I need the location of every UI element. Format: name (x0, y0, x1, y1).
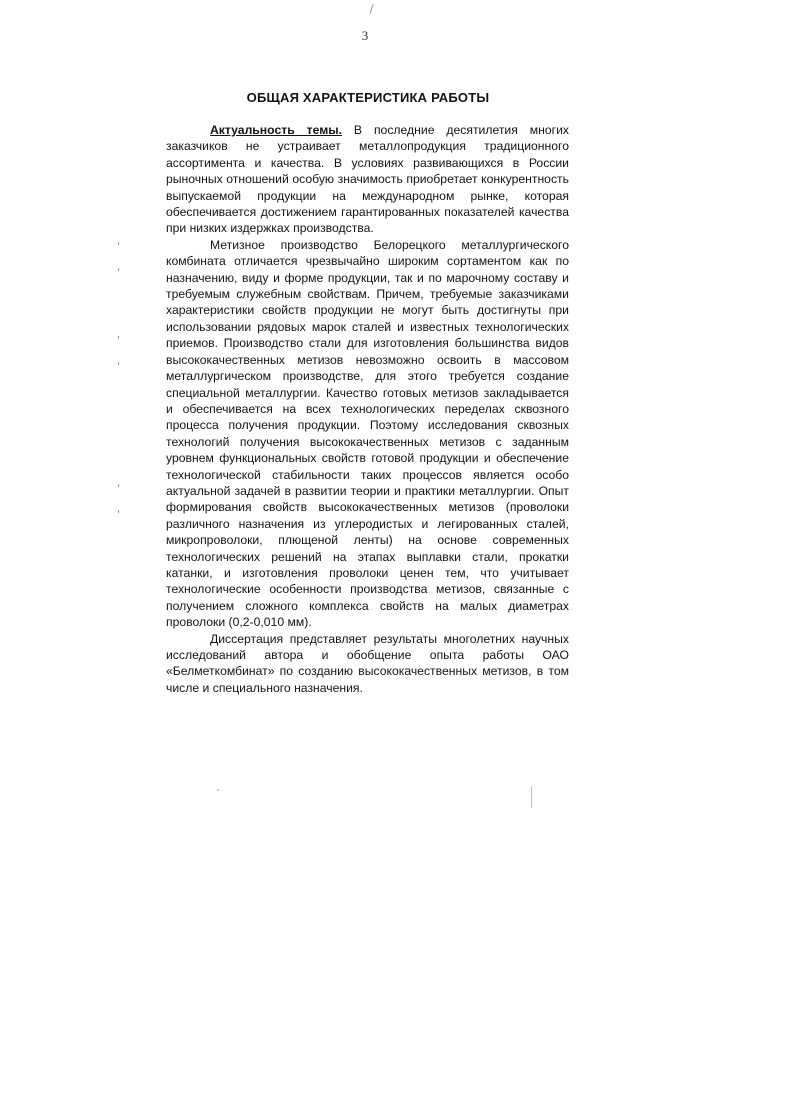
page-number: 3 (361, 28, 369, 43)
scan-artifact (118, 362, 119, 365)
scan-artifact (531, 786, 532, 808)
scan-artifact (118, 336, 119, 339)
body-text (166, 122, 569, 696)
paragraph-text: В последние десятилетия многих заказчиков не устраивает металлопродукция традиционного ассортимента и качества. В условиях развивающихся в России рыночных отношений особую значимость приобретает конкурентность выпускаемой продукции на международном рынке, которая обеспечивается достижением гарантированных показателей качества при низких издержках производства. (166, 123, 569, 236)
paragraph-dissertation (166, 631, 569, 697)
scan-artifact (118, 484, 119, 487)
paragraph-relevance (166, 122, 569, 237)
paragraph-text: Диссертация представляет результаты многолетних научных исследований автора и обобщение опыта работы ОАО «Белметкомбинат» по созданию высококачественных метизов, в том числе и специального назначения. (166, 631, 569, 695)
section-heading: ОБЩАЯ ХАРАКТЕРИСТИКА РАБОТЫ (246, 90, 490, 105)
scan-artifact (217, 789, 219, 791)
paragraph-production (166, 237, 569, 631)
scan-artifact (118, 268, 119, 271)
scan-artifact (118, 242, 119, 245)
scan-artifact (369, 4, 373, 14)
paragraph-text: Метизное производство Белорецкого металлургического комбината отличается чрезвычайно широким сортаментом как по назначению, виду и форме продукции, так и по марочному составу и требуемым служебным свойствам. Причем, требуемые заказчиками характеристики свойств продукции не могут быть достигнуты при использовании рядовых марок сталей и известных технологических приемов. Производство стали для изготовления большинства видов высококачественных метизов невозможно освоить в массовом металлургическом производстве, для этого требуется создание специальной металлургии. Качество готовых метизов закладывается и обеспечивается на всех технологических переделах сквозного процесса получения продукции. Поэтому исследования сквозных технологий получения высококачественных метизов с заданным уровнем функциональных свойств готовой продукции и обеспечение технологической стабильности таких процессов является особо актуальной задачей в развитии теории и практики металлургии. Опыт формирования свойств высококачественных метизов (проволоки различного назначения из углеродистых и легированных сталей, микропроволоки, плющеной ленты) на основе современных технологических решений на этапах выплавки стали, прокатки катанки, и изготовления проволоки ценен тем, что учитывает технологические особенности производства метизов, связанные с получением сложного комплекса свойств на малых диаметрах проволоки (0,2-0,010 мм). (166, 237, 569, 630)
run-in-heading: Актуальность темы. (210, 123, 342, 137)
scan-artifact (118, 510, 119, 513)
